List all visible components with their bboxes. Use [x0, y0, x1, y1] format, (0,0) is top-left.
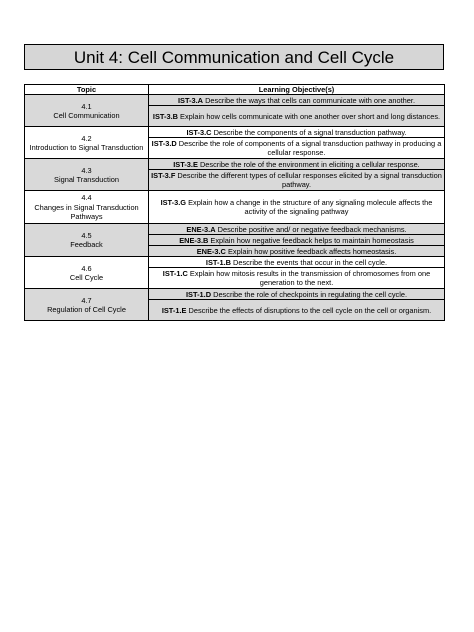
objective-cell — [149, 268, 445, 289]
topic-name: Signal Transduction — [54, 174, 119, 184]
objective-code: IST-3.E — [173, 159, 198, 169]
objective-code: IST-3.F — [151, 171, 176, 180]
table-row — [25, 159, 445, 170]
topic-cell — [25, 95, 149, 127]
objective-cell — [149, 138, 445, 159]
objective-text: Describe positive and/ or negative feedback mechanisms. — [217, 224, 407, 234]
objective-cell — [149, 106, 445, 127]
objective-text: Explain how cells communicate with one another over short and long distances. — [180, 111, 441, 121]
objective-cell — [149, 289, 445, 300]
objective-code: IST-3.B — [152, 111, 178, 121]
table-row — [25, 95, 445, 106]
table-row — [25, 127, 445, 138]
learning-objectives-table — [24, 84, 445, 321]
topic-cell — [25, 224, 149, 257]
objective-code: ENE-3.C — [196, 246, 226, 256]
topic-number: 4.7 — [81, 295, 92, 305]
table-row — [25, 289, 445, 300]
objective-text: Explain how mitosis results in the transmission of chromosomes from one generation to the next. — [189, 269, 431, 288]
topic-name: Changes in Signal Transduction Pathways — [34, 202, 139, 221]
objective-code: IST-3.A — [177, 95, 204, 105]
topic-name: Regulation of Cell Cycle — [47, 304, 126, 314]
objective-code: IST-1.E — [161, 305, 187, 315]
objective-cell — [149, 235, 445, 246]
objective-code: IST-3.D — [151, 139, 177, 148]
topic-number: 4.4 — [81, 193, 92, 203]
topic-number: 4.6 — [81, 263, 92, 273]
table-row — [25, 257, 445, 268]
objective-text: Describe the different types of cellular responses elicited by a signal transduction pathway. — [177, 171, 442, 190]
objective-cell — [149, 127, 445, 138]
objective-code: IST-1.B — [205, 257, 231, 267]
topic-number: 4.3 — [81, 165, 92, 175]
objective-cell — [149, 191, 445, 224]
objective-text: Explain how negative feedback helps to maintain homeostasis — [210, 235, 414, 245]
objective-header: Learning Objective(s) — [149, 85, 445, 95]
objective-cell — [149, 170, 445, 191]
objective-text: Describe the components of a signal transduction pathway. — [213, 127, 407, 137]
objective-cell — [149, 300, 445, 321]
objective-cell — [149, 95, 445, 106]
objective-cell — [149, 257, 445, 268]
objective-text: Describe the events that occur in the cell cycle. — [233, 257, 388, 267]
objective-text: Explain how a change in the structure of any signaling molecule affects the activity of the signaling pathway — [188, 198, 433, 217]
table-body — [25, 95, 445, 321]
objective-text: Describe the role of the environment in eliciting a cellular response. — [199, 159, 420, 169]
table-row — [25, 224, 445, 235]
objective-text: Describe the role of checkpoints in regulating the cell cycle. — [213, 289, 408, 299]
topic-name: Feedback — [70, 240, 103, 250]
topic-cell — [25, 289, 149, 321]
topic-cell — [25, 159, 149, 191]
objective-code: ENE-3.B — [179, 235, 209, 245]
objective-text: Describe the ways that cells can communicate with one another. — [205, 95, 416, 105]
topic-header: Topic — [25, 85, 149, 95]
objective-text: Describe the role of components of a signal transduction pathway in producing a cellular response. — [178, 139, 442, 158]
objective-cell — [149, 224, 445, 235]
topic-number: 4.2 — [81, 133, 92, 143]
topic-name: Cell Communication — [53, 110, 120, 120]
table-row — [25, 191, 445, 224]
objective-code: IST-3.C — [186, 127, 212, 137]
topic-cell — [25, 191, 149, 224]
objective-cell — [149, 246, 445, 257]
topic-name: Cell Cycle — [69, 272, 104, 282]
objective-code: IST-1.D — [185, 289, 212, 299]
objective-text: Describe the effects of disruptions to the cell cycle on the cell or organism. — [188, 305, 432, 315]
topic-cell — [25, 257, 149, 289]
table-header-row — [25, 85, 445, 95]
objective-text: Explain how positive feedback affects homeostasis. — [227, 246, 397, 256]
topic-cell — [25, 127, 149, 159]
objective-cell — [149, 159, 445, 170]
topic-number: 4.1 — [81, 101, 92, 111]
topic-name: Introduction to Signal Transduction — [29, 142, 144, 152]
topic-number: 4.5 — [81, 231, 92, 240]
page-title: Unit 4: Cell Communication and Cell Cycle — [24, 44, 444, 70]
objective-code: IST-3.G — [160, 198, 187, 207]
objective-code: IST-1.C — [162, 269, 188, 278]
objective-code: ENE-3.A — [186, 224, 216, 234]
